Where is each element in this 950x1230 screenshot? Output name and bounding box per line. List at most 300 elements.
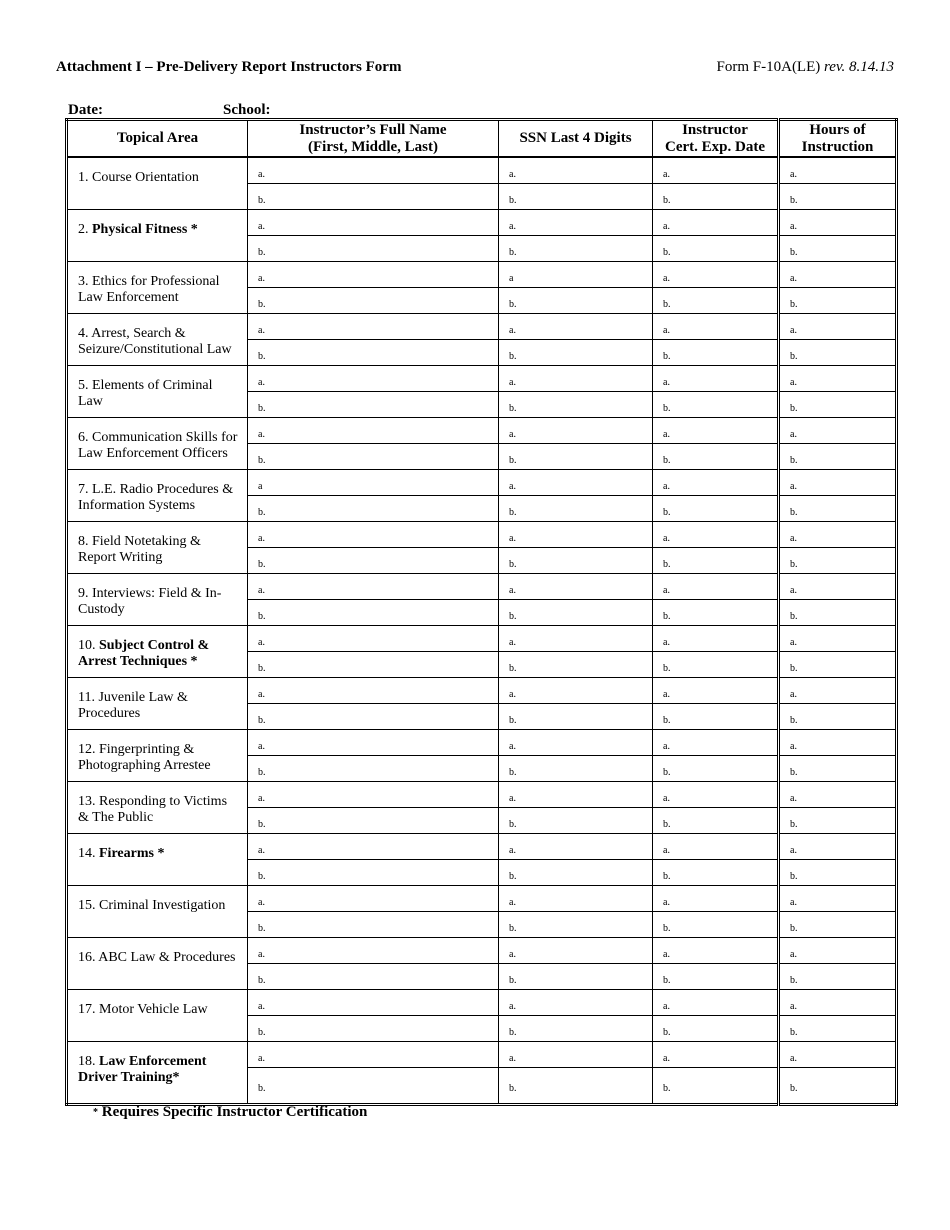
line-marker-b: b. bbox=[509, 247, 517, 258]
ssn-cell-a[interactable] bbox=[499, 418, 653, 444]
ssn-cell-a[interactable] bbox=[499, 262, 653, 288]
ssn-cell-b[interactable] bbox=[499, 288, 653, 314]
hours-cell-b[interactable] bbox=[779, 548, 897, 574]
topic-number: 13. bbox=[78, 794, 96, 809]
topical-area-cell bbox=[67, 1042, 248, 1105]
hours-cell-b[interactable] bbox=[779, 860, 897, 886]
cert-exp-cell-b[interactable] bbox=[653, 652, 779, 678]
ssn-cell-a[interactable] bbox=[499, 522, 653, 548]
line-marker-b: b. bbox=[258, 1027, 266, 1038]
topic-label-bold: Law Enforcement Driver Training* bbox=[78, 1054, 207, 1085]
line-marker-a: a. bbox=[258, 793, 265, 804]
instructor-name-cell-a[interactable] bbox=[248, 157, 499, 184]
col-instructor-name-line2: (First, Middle, Last) bbox=[308, 138, 438, 155]
line-marker-b: b. bbox=[663, 975, 671, 986]
col-cert-line1: Instructor bbox=[682, 121, 748, 138]
cert-exp-cell-b[interactable] bbox=[653, 288, 779, 314]
ssn-cell-a[interactable] bbox=[499, 470, 653, 496]
line-marker-a: a. bbox=[509, 689, 516, 700]
table-row bbox=[67, 157, 897, 184]
footnote-text: Requires Specific Instructor Certification bbox=[101, 1104, 368, 1120]
hours-cell-a[interactable] bbox=[779, 314, 897, 340]
ssn-cell-b[interactable] bbox=[499, 496, 653, 522]
table-row bbox=[67, 1042, 897, 1068]
col-hours-line1: Hours of bbox=[809, 121, 866, 138]
line-marker-b: b. bbox=[663, 819, 671, 830]
instructor-name-cell-a[interactable] bbox=[248, 574, 499, 600]
topic-number: 1. bbox=[78, 170, 89, 185]
line-marker-b: b. bbox=[509, 403, 517, 414]
table-row bbox=[67, 782, 897, 808]
hours-cell-b[interactable] bbox=[779, 600, 897, 626]
table-row bbox=[67, 626, 897, 652]
cert-exp-cell-b[interactable] bbox=[653, 964, 779, 990]
ssn-cell-b[interactable] bbox=[499, 548, 653, 574]
cert-exp-cell-b[interactable] bbox=[653, 496, 779, 522]
instructor-name-cell-b[interactable] bbox=[248, 704, 499, 730]
instructor-name-cell-a[interactable] bbox=[248, 522, 499, 548]
line-marker-a: a. bbox=[663, 169, 670, 180]
ssn-cell-b[interactable] bbox=[499, 964, 653, 990]
ssn-cell-a[interactable] bbox=[499, 626, 653, 652]
ssn-cell-a[interactable] bbox=[499, 210, 653, 236]
hours-cell-b[interactable] bbox=[779, 1016, 897, 1042]
line-marker-b: b. bbox=[663, 715, 671, 726]
ssn-cell-b[interactable] bbox=[499, 600, 653, 626]
line-marker-a: a. bbox=[790, 1053, 797, 1064]
instructor-name-cell-b[interactable] bbox=[248, 236, 499, 262]
ssn-cell-a[interactable] bbox=[499, 730, 653, 756]
cert-exp-cell-b[interactable] bbox=[653, 340, 779, 366]
instructor-name-cell-b[interactable] bbox=[248, 548, 499, 574]
line-marker-b: b. bbox=[790, 1027, 798, 1038]
line-marker-a: a. bbox=[663, 481, 670, 492]
line-marker-a: a. bbox=[258, 689, 265, 700]
cert-exp-cell-a[interactable] bbox=[653, 522, 779, 548]
hours-cell-b[interactable] bbox=[779, 236, 897, 262]
topical-area-cell bbox=[67, 678, 248, 730]
hours-cell-a[interactable] bbox=[779, 834, 897, 860]
instructor-name-cell-b[interactable] bbox=[248, 756, 499, 782]
instructor-name-cell-b[interactable] bbox=[248, 652, 499, 678]
instructor-name-cell-b[interactable] bbox=[248, 1016, 499, 1042]
line-marker-b: b. bbox=[663, 455, 671, 466]
hours-cell-b[interactable] bbox=[779, 184, 897, 210]
topic-label: Interviews: Field & In-Custody bbox=[78, 586, 222, 617]
line-marker-b: b. bbox=[663, 767, 671, 778]
ssn-cell-b[interactable] bbox=[499, 808, 653, 834]
hours-cell-b[interactable] bbox=[779, 444, 897, 470]
table-row bbox=[67, 366, 897, 392]
ssn-cell-a[interactable] bbox=[499, 834, 653, 860]
instructor-name-cell-a[interactable] bbox=[248, 834, 499, 860]
hours-cell-a[interactable] bbox=[779, 1042, 897, 1068]
form-title: Attachment I – Pre-Delivery Report Instructors Form bbox=[56, 59, 402, 75]
ssn-cell-a[interactable] bbox=[499, 1042, 653, 1068]
ssn-cell-b[interactable] bbox=[499, 704, 653, 730]
footnote-star: * bbox=[93, 1107, 98, 1119]
line-marker-b: b. bbox=[663, 351, 671, 362]
hours-cell-a[interactable] bbox=[779, 678, 897, 704]
topic-number: 2. bbox=[78, 222, 89, 237]
ssn-cell-b[interactable] bbox=[499, 860, 653, 886]
line-marker-b: b. bbox=[509, 559, 517, 570]
cert-exp-cell-b[interactable] bbox=[653, 184, 779, 210]
line-marker-b: b. bbox=[509, 975, 517, 986]
topic-number: 9. bbox=[78, 586, 89, 601]
ssn-cell-a[interactable] bbox=[499, 990, 653, 1016]
instructors-table bbox=[65, 118, 898, 1106]
hours-cell-a[interactable] bbox=[779, 938, 897, 964]
line-marker-a: a. bbox=[509, 377, 516, 388]
instructor-name-cell-a[interactable] bbox=[248, 262, 499, 288]
line-marker-b: b. bbox=[258, 455, 266, 466]
table-row bbox=[67, 314, 897, 340]
form-number: Form F-10A(LE) bbox=[716, 59, 821, 75]
cert-exp-cell-b[interactable] bbox=[653, 444, 779, 470]
ssn-cell-a[interactable] bbox=[499, 678, 653, 704]
ssn-cell-a[interactable] bbox=[499, 938, 653, 964]
line-marker-a: a bbox=[258, 481, 263, 492]
topic-label-bold: Physical Fitness * bbox=[92, 222, 198, 237]
line-marker-a: a. bbox=[509, 1053, 516, 1064]
hours-cell-b[interactable] bbox=[779, 652, 897, 678]
line-marker-a: a. bbox=[258, 897, 265, 908]
line-marker-b: b. bbox=[663, 559, 671, 570]
line-marker-a: a. bbox=[790, 1001, 797, 1012]
line-marker-a: a. bbox=[258, 741, 265, 752]
topic-label: Arrest, Search & Seizure/Constitutional Law bbox=[78, 326, 232, 357]
table-row bbox=[67, 418, 897, 444]
topical-area-cell bbox=[67, 938, 248, 990]
topic-number: 7. bbox=[78, 482, 89, 497]
cert-exp-cell-b[interactable] bbox=[653, 1016, 779, 1042]
cert-exp-cell-a[interactable] bbox=[653, 574, 779, 600]
topical-area-cell bbox=[67, 262, 248, 314]
cert-exp-cell-b[interactable] bbox=[653, 392, 779, 418]
line-marker-a: a. bbox=[790, 793, 797, 804]
instructor-name-cell-b[interactable] bbox=[248, 808, 499, 834]
line-marker-a: a. bbox=[509, 429, 516, 440]
line-marker-a: a. bbox=[509, 1001, 516, 1012]
table-row bbox=[67, 730, 897, 756]
hours-cell-b[interactable] bbox=[779, 340, 897, 366]
line-marker-a: a. bbox=[663, 1001, 670, 1012]
hours-cell-a[interactable] bbox=[779, 210, 897, 236]
instructor-name-cell-a[interactable] bbox=[248, 210, 499, 236]
line-marker-b: b. bbox=[790, 767, 798, 778]
ssn-cell-b[interactable] bbox=[499, 756, 653, 782]
line-marker-a: a. bbox=[509, 845, 516, 856]
line-marker-a: a. bbox=[509, 221, 516, 232]
cert-exp-cell-b[interactable] bbox=[653, 600, 779, 626]
topic-label-bold: Firearms * bbox=[99, 846, 165, 861]
line-marker-b: b. bbox=[790, 195, 798, 206]
cert-exp-cell-b[interactable] bbox=[653, 1068, 779, 1105]
line-marker-a: a. bbox=[790, 949, 797, 960]
topic-label: Field Notetaking & Report Writing bbox=[78, 534, 201, 565]
cert-exp-cell-a[interactable] bbox=[653, 314, 779, 340]
line-marker-b: b. bbox=[509, 871, 517, 882]
cert-exp-cell-b[interactable] bbox=[653, 756, 779, 782]
line-marker-a: a. bbox=[790, 221, 797, 232]
hours-cell-b[interactable] bbox=[779, 288, 897, 314]
line-marker-a: a. bbox=[663, 325, 670, 336]
line-marker-b: b. bbox=[258, 923, 266, 934]
line-marker-b: b. bbox=[790, 455, 798, 466]
hours-cell-a[interactable] bbox=[779, 782, 897, 808]
cert-exp-cell-a[interactable] bbox=[653, 626, 779, 652]
line-marker-b: b. bbox=[258, 403, 266, 414]
hours-cell-b[interactable] bbox=[779, 704, 897, 730]
line-marker-a: a. bbox=[509, 169, 516, 180]
line-marker-a: a. bbox=[258, 273, 265, 284]
instructor-name-cell-b[interactable] bbox=[248, 912, 499, 938]
cert-exp-cell-b[interactable] bbox=[653, 704, 779, 730]
line-marker-a: a. bbox=[258, 1053, 265, 1064]
line-marker-a: a. bbox=[663, 741, 670, 752]
col-hours-line2: Instruction bbox=[801, 138, 874, 155]
col-cert-exp bbox=[653, 120, 779, 158]
cert-exp-cell-a[interactable] bbox=[653, 418, 779, 444]
line-marker-a: a. bbox=[509, 637, 516, 648]
instructor-name-cell-b[interactable] bbox=[248, 1068, 499, 1105]
school-label: School: bbox=[223, 102, 271, 118]
ssn-cell-b[interactable] bbox=[499, 1016, 653, 1042]
hours-cell-b[interactable] bbox=[779, 964, 897, 990]
hours-cell-a[interactable] bbox=[779, 730, 897, 756]
line-marker-b: b. bbox=[509, 455, 517, 466]
line-marker-b: b. bbox=[509, 299, 517, 310]
ssn-cell-b[interactable] bbox=[499, 340, 653, 366]
col-topical-area: Topical Area bbox=[67, 120, 248, 158]
col-instructor-name-line1: Instructor’s Full Name bbox=[299, 121, 447, 138]
hours-cell-b[interactable] bbox=[779, 756, 897, 782]
line-marker-a: a. bbox=[790, 585, 797, 596]
topic-number: 3. bbox=[78, 274, 89, 289]
line-marker-a: a. bbox=[258, 533, 265, 544]
instructor-name-cell-a[interactable] bbox=[248, 990, 499, 1016]
line-marker-a: a. bbox=[790, 481, 797, 492]
line-marker-a: a. bbox=[509, 481, 516, 492]
ssn-cell-b[interactable] bbox=[499, 184, 653, 210]
topic-number: 12. bbox=[78, 742, 96, 757]
cert-exp-cell-a[interactable] bbox=[653, 730, 779, 756]
cert-exp-cell-b[interactable] bbox=[653, 808, 779, 834]
line-marker-a: a. bbox=[509, 793, 516, 804]
instructor-name-cell-b[interactable] bbox=[248, 600, 499, 626]
table-row bbox=[67, 938, 897, 964]
col-instructor-name bbox=[248, 120, 499, 158]
line-marker-a: a. bbox=[663, 273, 670, 284]
line-marker-b: b. bbox=[258, 507, 266, 518]
line-marker-b: b. bbox=[258, 351, 266, 362]
topical-area-cell bbox=[67, 886, 248, 938]
hours-cell-a[interactable] bbox=[779, 990, 897, 1016]
line-marker-b: b. bbox=[509, 507, 517, 518]
line-marker-b: b. bbox=[790, 819, 798, 830]
table-row bbox=[67, 678, 897, 704]
line-marker-b: b. bbox=[790, 403, 798, 414]
hours-cell-a[interactable] bbox=[779, 262, 897, 288]
topic-label: Elements of Criminal Law bbox=[78, 378, 213, 409]
line-marker-a: a. bbox=[790, 741, 797, 752]
line-marker-b: b. bbox=[663, 611, 671, 622]
instructor-name-cell-a[interactable] bbox=[248, 418, 499, 444]
instructor-name-cell-a[interactable] bbox=[248, 886, 499, 912]
topic-number: 8. bbox=[78, 534, 89, 549]
hours-cell-a[interactable] bbox=[779, 157, 897, 184]
instructor-name-cell-b[interactable] bbox=[248, 288, 499, 314]
line-marker-a: a. bbox=[663, 533, 670, 544]
instructor-name-cell-b[interactable] bbox=[248, 340, 499, 366]
line-marker-a: a. bbox=[258, 637, 265, 648]
line-marker-a: a. bbox=[509, 585, 516, 596]
ssn-cell-a[interactable] bbox=[499, 157, 653, 184]
topic-number: 14. bbox=[78, 846, 96, 861]
ssn-cell-a[interactable] bbox=[499, 366, 653, 392]
line-marker-a: a. bbox=[790, 897, 797, 908]
topical-area-cell bbox=[67, 157, 248, 210]
line-marker-a: a. bbox=[509, 949, 516, 960]
line-marker-b: b. bbox=[790, 247, 798, 258]
cert-exp-cell-a[interactable] bbox=[653, 990, 779, 1016]
instructor-name-cell-b[interactable] bbox=[248, 184, 499, 210]
hours-cell-b[interactable] bbox=[779, 912, 897, 938]
hours-cell-a[interactable] bbox=[779, 574, 897, 600]
instructor-name-cell-a[interactable] bbox=[248, 730, 499, 756]
hours-cell-b[interactable] bbox=[779, 496, 897, 522]
hours-cell-a[interactable] bbox=[779, 366, 897, 392]
topical-area-cell bbox=[67, 470, 248, 522]
line-marker-b: b. bbox=[509, 819, 517, 830]
ssn-cell-b[interactable] bbox=[499, 652, 653, 678]
cert-exp-cell-a[interactable] bbox=[653, 157, 779, 184]
cert-exp-cell-a[interactable] bbox=[653, 1042, 779, 1068]
instructor-name-cell-b[interactable] bbox=[248, 392, 499, 418]
line-marker-b: b. bbox=[509, 195, 517, 206]
line-marker-b: b. bbox=[258, 195, 266, 206]
line-marker-b: b. bbox=[509, 715, 517, 726]
hours-cell-a[interactable] bbox=[779, 470, 897, 496]
line-marker-a: a. bbox=[663, 585, 670, 596]
ssn-cell-b[interactable] bbox=[499, 392, 653, 418]
instructor-name-cell-b[interactable] bbox=[248, 964, 499, 990]
instructor-name-cell-a[interactable] bbox=[248, 314, 499, 340]
line-marker-b: b. bbox=[509, 611, 517, 622]
line-marker-a: a. bbox=[258, 845, 265, 856]
instructor-name-cell-b[interactable] bbox=[248, 496, 499, 522]
line-marker-b: b. bbox=[663, 923, 671, 934]
instructor-name-cell-a[interactable] bbox=[248, 626, 499, 652]
cert-exp-cell-b[interactable] bbox=[653, 236, 779, 262]
line-marker-a: a. bbox=[663, 793, 670, 804]
cert-exp-cell-a[interactable] bbox=[653, 782, 779, 808]
line-marker-a: a. bbox=[663, 949, 670, 960]
line-marker-a: a bbox=[509, 273, 514, 284]
hours-cell-a[interactable] bbox=[779, 626, 897, 652]
ssn-cell-b[interactable] bbox=[499, 1068, 653, 1105]
hours-cell-b[interactable] bbox=[779, 392, 897, 418]
line-marker-a: a. bbox=[509, 741, 516, 752]
instructor-name-cell-a[interactable] bbox=[248, 366, 499, 392]
cert-exp-cell-a[interactable] bbox=[653, 678, 779, 704]
line-marker-b: b. bbox=[790, 923, 798, 934]
cert-exp-cell-a[interactable] bbox=[653, 886, 779, 912]
ssn-cell-b[interactable] bbox=[499, 912, 653, 938]
line-marker-a: a. bbox=[790, 325, 797, 336]
instructor-name-cell-a[interactable] bbox=[248, 678, 499, 704]
cert-exp-cell-b[interactable] bbox=[653, 912, 779, 938]
ssn-cell-a[interactable] bbox=[499, 314, 653, 340]
line-marker-a: a. bbox=[258, 949, 265, 960]
cert-exp-cell-b[interactable] bbox=[653, 548, 779, 574]
hours-cell-b[interactable] bbox=[779, 1068, 897, 1105]
line-marker-b: b. bbox=[790, 351, 798, 362]
ssn-cell-b[interactable] bbox=[499, 444, 653, 470]
cert-exp-cell-a[interactable] bbox=[653, 262, 779, 288]
instructor-name-cell-b[interactable] bbox=[248, 444, 499, 470]
line-marker-b: b. bbox=[663, 247, 671, 258]
line-marker-b: b. bbox=[663, 507, 671, 518]
table-row bbox=[67, 470, 897, 496]
topical-area-cell bbox=[67, 730, 248, 782]
line-marker-b: b. bbox=[258, 247, 266, 258]
line-marker-a: a. bbox=[509, 325, 516, 336]
hours-cell-a[interactable] bbox=[779, 886, 897, 912]
hours-cell-a[interactable] bbox=[779, 418, 897, 444]
line-marker-a: a. bbox=[258, 1001, 265, 1012]
line-marker-b: b. bbox=[509, 663, 517, 674]
topic-label: Fingerprinting & Photographing Arrestee bbox=[78, 742, 211, 773]
instructor-name-cell-a[interactable] bbox=[248, 782, 499, 808]
topic-label: Course Orientation bbox=[92, 170, 199, 185]
instructor-name-cell-a[interactable] bbox=[248, 1042, 499, 1068]
cert-exp-cell-a[interactable] bbox=[653, 470, 779, 496]
cert-exp-cell-a[interactable] bbox=[653, 210, 779, 236]
ssn-cell-a[interactable] bbox=[499, 574, 653, 600]
topic-label: L.E. Radio Procedures & Information Systems bbox=[78, 482, 234, 513]
topical-area-cell bbox=[67, 366, 248, 418]
cert-exp-cell-b[interactable] bbox=[653, 860, 779, 886]
col-cert-line2: Cert. Exp. Date bbox=[665, 138, 765, 155]
topical-area-cell bbox=[67, 990, 248, 1042]
ssn-cell-a[interactable] bbox=[499, 886, 653, 912]
line-marker-a: a. bbox=[790, 377, 797, 388]
ssn-cell-a[interactable] bbox=[499, 782, 653, 808]
instructor-name-cell-b[interactable] bbox=[248, 860, 499, 886]
line-marker-b: b. bbox=[258, 1083, 266, 1094]
topical-area-cell bbox=[67, 314, 248, 366]
instructor-name-cell-a[interactable] bbox=[248, 470, 499, 496]
topic-label: Ethics for Professional Law Enforcement bbox=[78, 274, 220, 305]
topic-number: 6. bbox=[78, 430, 89, 445]
table-row bbox=[67, 522, 897, 548]
hours-cell-a[interactable] bbox=[779, 522, 897, 548]
topic-label: Criminal Investigation bbox=[99, 898, 226, 913]
cert-exp-cell-a[interactable] bbox=[653, 834, 779, 860]
ssn-cell-b[interactable] bbox=[499, 236, 653, 262]
cert-exp-cell-a[interactable] bbox=[653, 366, 779, 392]
footnote bbox=[93, 1104, 367, 1121]
line-marker-b: b. bbox=[663, 1027, 671, 1038]
topic-number: 5. bbox=[78, 378, 89, 393]
hours-cell-b[interactable] bbox=[779, 808, 897, 834]
line-marker-b: b. bbox=[790, 1083, 798, 1094]
line-marker-b: b. bbox=[790, 299, 798, 310]
cert-exp-cell-a[interactable] bbox=[653, 938, 779, 964]
instructor-name-cell-a[interactable] bbox=[248, 938, 499, 964]
